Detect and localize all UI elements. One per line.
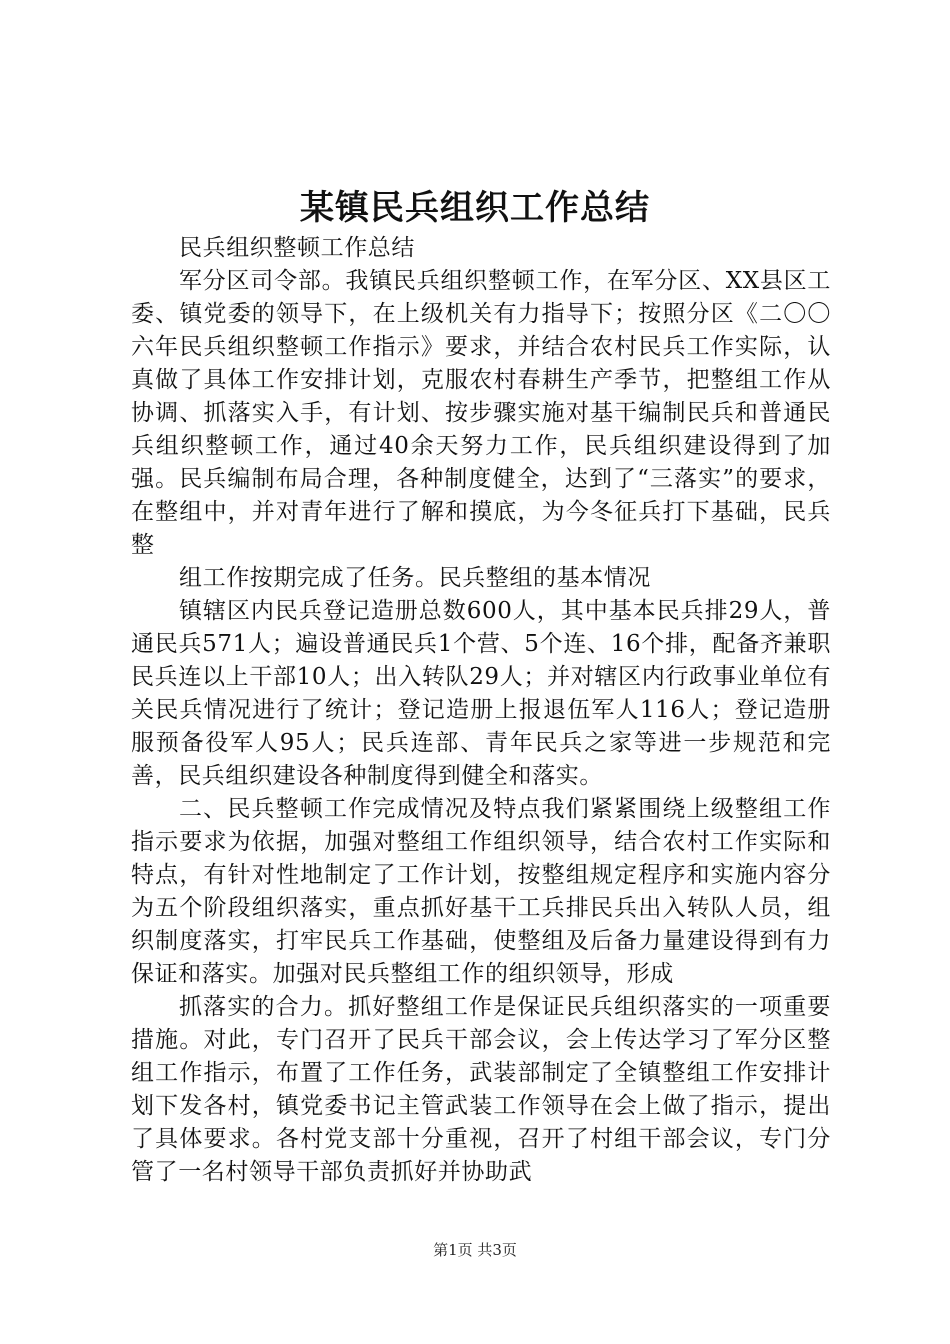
document-body	[131, 232, 831, 1189]
page-footer: 第1页 共3页	[433, 1241, 517, 1259]
paragraph-implementation: 抓落实的合力。抓好整组工作是保证民兵组织落实的一项重要措施。对此，专门召开了民兵干部会议，会上传达学习了军分区整组工作指示，布置了工作任务，武装部制定了全镇整组工作安排计划下发各村，镇党委书记主管武装工作领导在会上做了指示，提出了具体要求。各村党支部十分重视，召开了村组干部会议，专门分管了一名村领导干部负责抓好并协助武	[131, 994, 831, 1185]
paragraph-statistics: 镇辖区内民兵登记造册总数600人，其中基本民兵排29人，普通民兵571人；遍设普通民兵1个营、5个连、16个排，配备齐兼职民兵连以上干部10人；出入转队29人；并对辖区内行政事业单位有关民兵情况进行了统计；登记造册上报退伍军人116人；登记造册服预备役军人95人；民兵连部、青年民兵之家等进一步规范和完善，民兵组织建设各种制度得到健全和落实。	[131, 598, 831, 789]
paragraph-intro: 军分区司令部。我镇民兵组织整顿工作，在军分区、XX县区工委、镇党委的领导下，在上级机关有力指导下；按照分区《二〇〇六年民兵组织整顿工作指示》要求，并结合农村民兵工作实际，认真做了具体工作安排计划，克服农村春耕生产季节，把整组工作从协调、抓落实入手，有计划、按步骤实施对基干编制民兵和普通民兵组织整顿工作，通过40余天努力工作，民兵组织建设得到了加强。民兵编制布局合理，各种制度健全，达到了“三落实”的要求，在整组中，并对青年进行了解和摸底，为今冬征兵打下基础，民兵整	[131, 268, 831, 558]
document-title: 某镇民兵组织工作总结	[300, 188, 650, 228]
paragraph-section-two: 二、民兵整顿工作完成情况及特点我们紧紧围绕上级整组工作指示要求为依据，加强对整组工作组织领导，结合农村工作实际和特点，有针对性地制定了工作计划，按整组规定程序和实施内容分为五个阶段组织落实，重点抓好基干工兵排民兵出入转队人员，组织制度落实，打牢民兵工作基础，使整组及后备力量建设得到有力保证和落实。加强对民兵整组工作的组织领导，形成	[131, 796, 831, 987]
paragraph-completion: 组工作按期完成了任务。民兵整组的基本情况	[179, 565, 651, 591]
paragraph-subtitle: 民兵组织整顿工作总结	[179, 235, 415, 261]
